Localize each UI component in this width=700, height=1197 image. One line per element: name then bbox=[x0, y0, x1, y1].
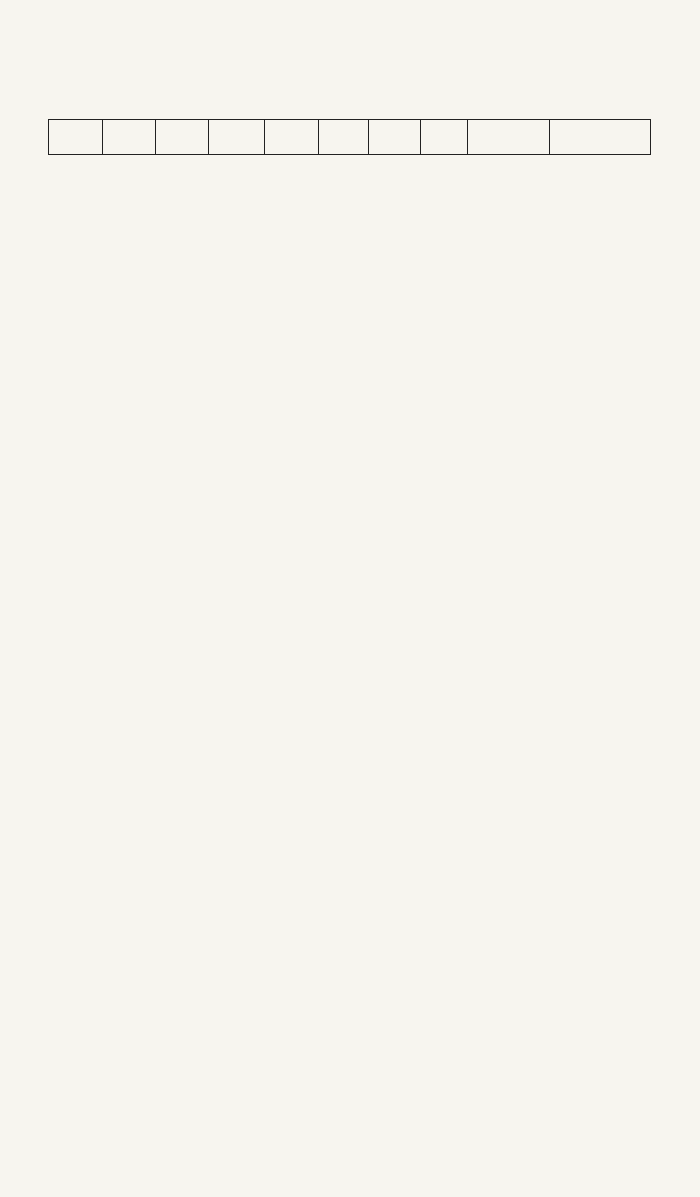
col-italian bbox=[319, 120, 369, 155]
col-total-foreign bbox=[468, 120, 550, 155]
col-greek bbox=[421, 120, 468, 155]
col-austro-hungarian bbox=[369, 120, 421, 155]
column-header-row bbox=[48, 119, 651, 155]
col-belgian bbox=[156, 120, 209, 155]
col-spanish bbox=[265, 120, 319, 155]
col-german bbox=[49, 120, 103, 155]
col-french bbox=[209, 120, 265, 155]
col-total-british-foreign bbox=[550, 120, 651, 155]
col-dutch bbox=[103, 120, 156, 155]
